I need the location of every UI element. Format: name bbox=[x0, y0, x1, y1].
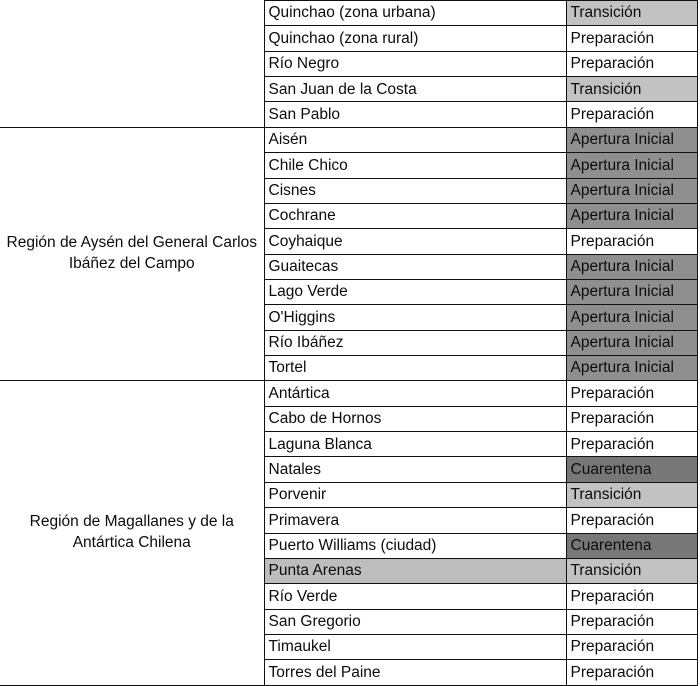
comuna-cell: Timaukel bbox=[264, 634, 566, 659]
phase-cell: Preparación bbox=[566, 660, 697, 685]
comuna-cell: Primavera bbox=[264, 508, 566, 533]
comuna-cell: Natales bbox=[264, 457, 566, 482]
comuna-cell: Cochrane bbox=[264, 203, 566, 228]
table-row bbox=[0, 381, 697, 406]
phase-cell: Preparación bbox=[566, 229, 697, 254]
comuna-cell: Río Verde bbox=[264, 584, 566, 609]
phase-cell: Transición bbox=[566, 77, 697, 102]
comuna-cell: Laguna Blanca bbox=[264, 432, 566, 457]
comuna-cell: Porvenir bbox=[264, 482, 566, 507]
comuna-cell: Torres del Paine bbox=[264, 660, 566, 685]
comuna-cell: Quinchao (zona urbana) bbox=[264, 1, 566, 26]
comuna-cell: O'Higgins bbox=[264, 305, 566, 330]
comuna-cell: Antártica bbox=[264, 381, 566, 406]
phase-cell: Preparación bbox=[566, 432, 697, 457]
phase-cell: Preparación bbox=[566, 609, 697, 634]
comuna-cell: Chile Chico bbox=[264, 153, 566, 178]
comuna-cell: Punta Arenas bbox=[264, 558, 566, 583]
comuna-cell: Río Ibáñez bbox=[264, 330, 566, 355]
comuna-cell: Cabo de Hornos bbox=[264, 406, 566, 431]
phase-cell: Transición bbox=[566, 558, 697, 583]
comuna-cell: Quinchao (zona rural) bbox=[264, 26, 566, 51]
phase-cell: Preparación bbox=[566, 406, 697, 431]
comuna-cell: San Juan de la Costa bbox=[264, 77, 566, 102]
comuna-cell: Coyhaique bbox=[264, 229, 566, 254]
phase-cell: Apertura Inicial bbox=[566, 153, 697, 178]
comuna-cell: Puerto Williams (ciudad) bbox=[264, 533, 566, 558]
comuna-cell: San Gregorio bbox=[264, 609, 566, 634]
phase-cell: Apertura Inicial bbox=[566, 330, 697, 355]
phase-cell: Preparación bbox=[566, 634, 697, 659]
phase-cell: Preparación bbox=[566, 584, 697, 609]
table-row bbox=[0, 127, 697, 152]
phase-cell: Apertura Inicial bbox=[566, 279, 697, 304]
phase-cell: Apertura Inicial bbox=[566, 305, 697, 330]
comuna-cell: Tortel bbox=[264, 356, 566, 381]
phase-cell: Apertura Inicial bbox=[566, 356, 697, 381]
region-cell bbox=[0, 1, 264, 128]
phase-cell: Preparación bbox=[566, 381, 697, 406]
phase-cell: Cuarentena bbox=[566, 457, 697, 482]
phase-cell: Preparación bbox=[566, 26, 697, 51]
comuna-cell: Lago Verde bbox=[264, 279, 566, 304]
phase-cell: Transición bbox=[566, 482, 697, 507]
comuna-cell: Guaitecas bbox=[264, 254, 566, 279]
comuna-cell: Aisén bbox=[264, 127, 566, 152]
phase-cell: Apertura Inicial bbox=[566, 254, 697, 279]
phase-cell: Apertura Inicial bbox=[566, 203, 697, 228]
phase-cell: Apertura Inicial bbox=[566, 127, 697, 152]
phase-cell: Apertura Inicial bbox=[566, 178, 697, 203]
phase-cell: Cuarentena bbox=[566, 533, 697, 558]
comuna-cell: San Pablo bbox=[264, 102, 566, 127]
phase-cell: Preparación bbox=[566, 508, 697, 533]
region-cell: Región de Aysén del General Carlos Ibáñez del Campo bbox=[0, 127, 264, 381]
region-cell: Región de Magallanes y de la Antártica Chilena bbox=[0, 381, 264, 685]
phase-cell: Preparación bbox=[566, 102, 697, 127]
phase-table-body bbox=[0, 1, 697, 686]
comuna-cell: Río Negro bbox=[264, 51, 566, 76]
table-row bbox=[0, 1, 697, 26]
phase-cell: Transición bbox=[566, 1, 697, 26]
comuna-cell: Cisnes bbox=[264, 178, 566, 203]
phase-cell: Preparación bbox=[566, 51, 697, 76]
